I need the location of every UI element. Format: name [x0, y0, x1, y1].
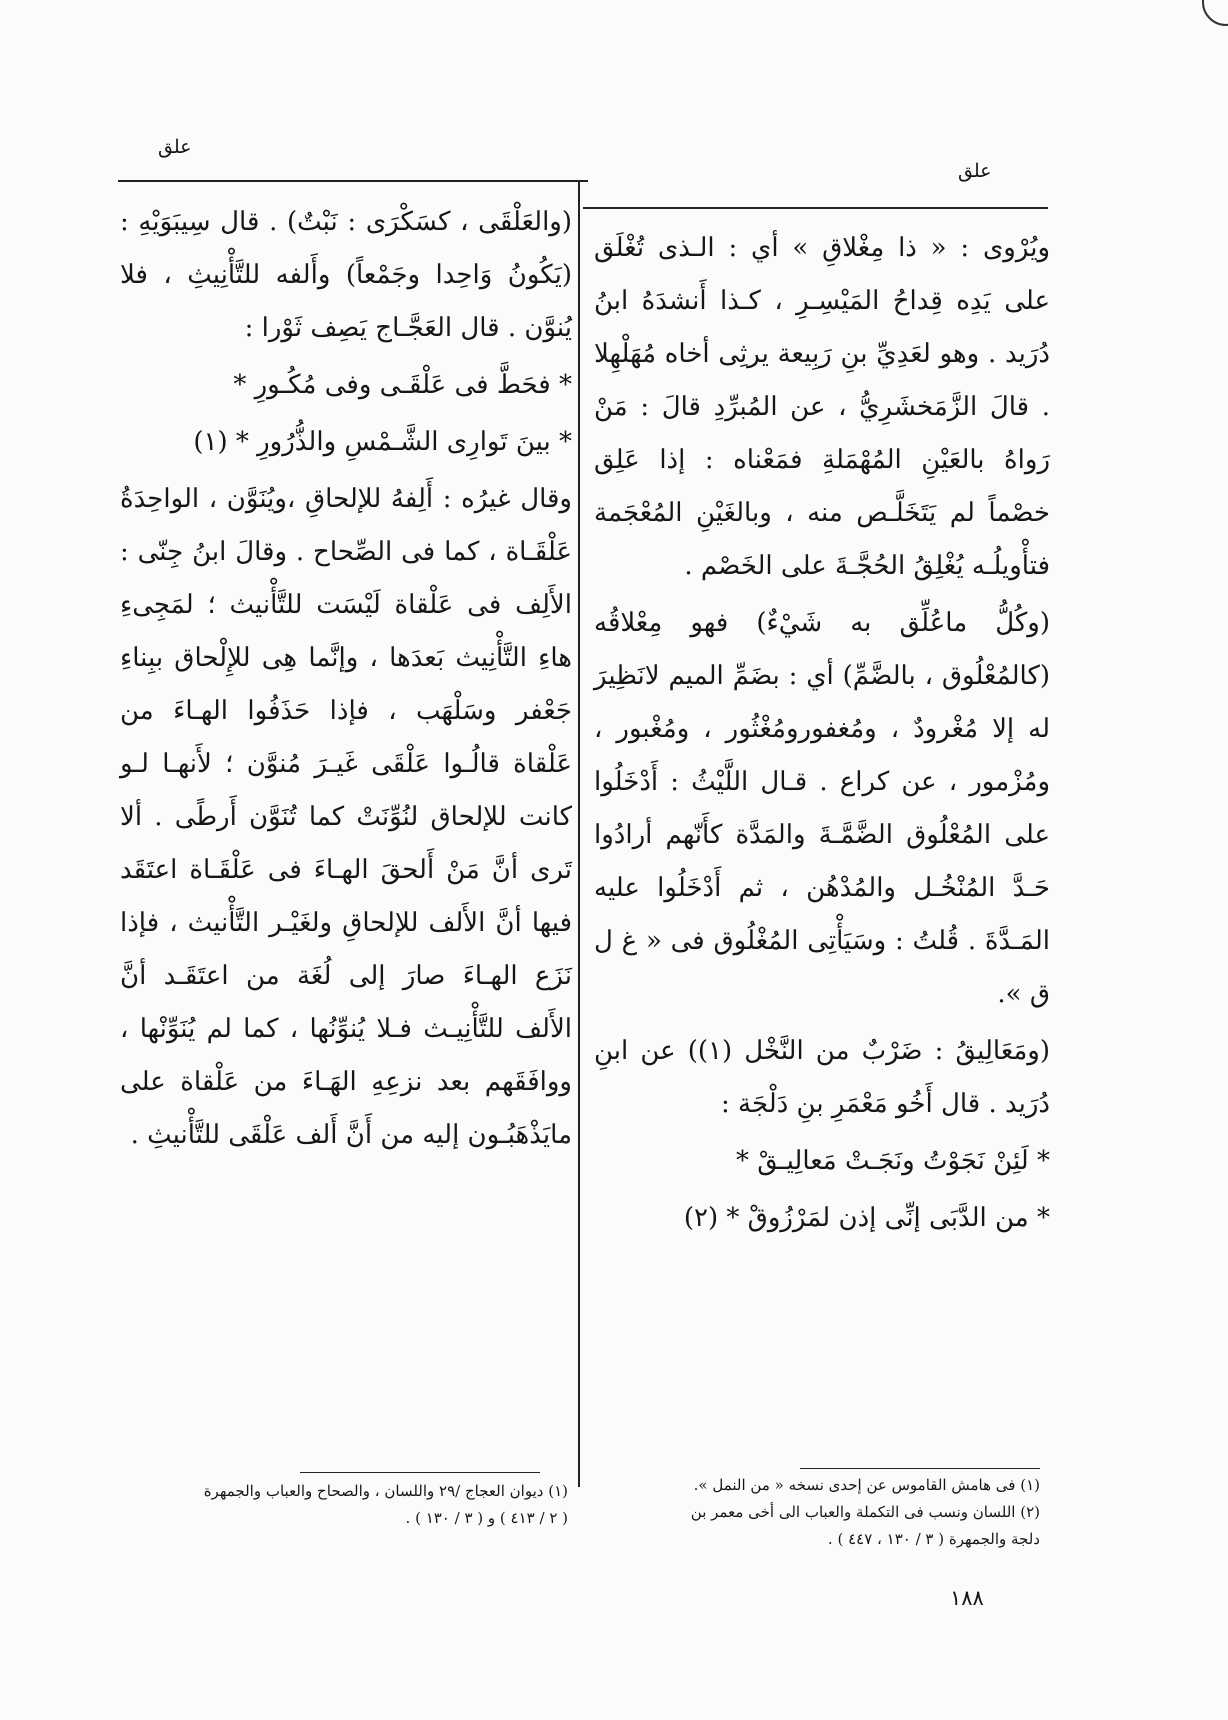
- right-verse-1: * لَئِنْ نَجَوْتُ ونَجَـتْ مَعالِيـقْ *: [736, 1146, 1050, 1176]
- left-verse-1: * فحَطَّ فى عَلْقَـى وفى مُكُـورِ *: [233, 370, 572, 400]
- right-footnote-1: (١) فى هامش القاموس عن إحدى نسخه « من النمل ».: [693, 1476, 1040, 1494]
- right-paragraph-1: ويُرْوى : « ذا مِغْلاقِ » أي : الـذى تُغْلَق على يَدِه قِداحُ المَيْسِـرِ ، كـذا أَنشدَهُ ابنُ دُرَيد . وهو لعَدِيِّ بنِ رَبِيعة يرثِى أخاه مُهَلْهِلا . قالَ الزَّمَخشَرِيُّ ، عن المُبرِّدِ قالَ : مَنْ رَواهُ بالعَيْنِ المُهْمَلةِ فمَعْناه : إذا عَلِق خصْماً لم يَتَخَلَّـص منه ، وبالغَيْنِ المُعْجَمة فتأْويلُـه يُغْلِقُ الحُجَّـةَ على الخَصْم .: [594, 233, 1050, 581]
- left-footnote-rule: [300, 1472, 540, 1473]
- right-header-rule: [583, 207, 1048, 209]
- right-verse-2: * من الدَّبَى إنِّى إذن لمَرْزُوقْ * (٢): [683, 1203, 1050, 1233]
- left-header-rule: [118, 180, 588, 182]
- page-number: ١٨٨: [950, 1586, 984, 1610]
- right-footnotes: [600, 1472, 1040, 1553]
- right-footnote-2-cont: دلجة والجمهرة ( ٣ / ١٣٠ ، ٤٤٧ ) .: [827, 1530, 1040, 1548]
- left-footnote-1: (١) ديوان العجاج /٢٩ واللسان ، والصحاح والعباب والجمهرة: [203, 1482, 568, 1500]
- right-paragraph-3: (ومَعَالِيقُ : ضَرْبٌ من النَّخْل (١)) عن ابنِ دُرَيد . قال أَخُو مَعْمَرِ بنِ دَلْجَة :: [594, 1036, 1050, 1119]
- left-paragraph-1: (والعَلْقَى ، كسَكْرَى : نَبْتٌ) . قال سِيبَوَيْهِ : (يَكُونُ وَاحِدا وجَمْعاً) وأَلفه للتَّأْنِيثِ ، فلا يُنوَّن . قال العَجَّـاج يَصِف ثَوْرا :: [120, 207, 572, 343]
- left-footnotes: [118, 1478, 568, 1532]
- right-paragraph-2: (وكُلُّ ماعُلِّق به شَيْءٌ) فهو مِعْلاقُه (كالمُعْلُوق ، بالضَّمِّ) أي : بضَمِّ الميم لانَظِيرَ له إلا مُغْرودٌ ، ومُغفورومُغْثُور ، ومُغْبور ، ومُزْمور ، عن كراع . قـال اللَّيْثُ : أَدْخَلُوا على المُعْلُوق الضَّمَّـةَ والمَدَّة كأَنّهم أرادُوا حَـدَّ المُنْخُـل والمُدْهُن ، ثم أَدْخَلُوا عليه المَـدَّةَ . قُلتُ : وسَيَأْتِى المُغْلُوق فى « غ ل ق ».: [594, 608, 1050, 1009]
- left-column: [120, 196, 572, 1162]
- right-footnote-2: (٢) اللسان ونسب فى التكملة والعباب الى أخى معمر بن: [690, 1503, 1040, 1521]
- right-header-word: علق: [958, 160, 992, 182]
- right-column: [594, 222, 1050, 1245]
- left-paragraph-2: وقال غيرُه : أَلِفهُ للإلحاقِ ،ويُنَوَّن ، الواحِدَةُ عَلْقَـاة ، كما فى الصِّحاح . وقالَ ابنُ جِنّى : الأَلِف فى عَلْقاة لَيْسَت للتَّأْنيث ؛ لمَجِىءِ هاءِ التَّأْنِيث بَعدَها ، وإنَّما هِى للإِلْحاق ببِناءِ جَعْفر وسَلْهَب ، فإذا حَذَفُوا الهـاءَ من عَلْقاة قالُـوا عَلْقَى غَيـرَ مُنوَّن ؛ لأَنهـا لـو كانت للإلحاق لنُوِّنَتْ كما تُنَوَّن أَرطًى . ألا تَرى أنَّ مَنْ أَلحقَ الهـاءَ فى عَلْقَـاة اعتَقَد فيها أنَّ الأَلف للإلحاقِ ولغَيْـر التَّأْنيث ، فإذا نَزَع الهـاءَ صارَ إلى لُغَة من اعتَقَـد أنَّ الأَلف للتَّأْنِيـث فـلا يُنوِّنُها ، كما لم يُنَوِّنْها ، ووافَقَهم بعد نزعِهِ الهَـاءَ من عَلْقاة على مايَذْهَبُـون إليه من أَنَّ أَلف عَلْقَى للتَّأْنيثِ .: [120, 484, 572, 1150]
- page-corner-mark: [1202, 0, 1228, 26]
- left-verse-2: * بينَ تَوارِى الشَّـمْسِ والذُّرُورِ * (١): [193, 427, 572, 457]
- left-footnote-1-cont: ( ٢ / ٤١٣ ) و ( ٣ / ١٣٠ ) .: [405, 1509, 568, 1527]
- column-divider: [578, 182, 580, 1487]
- left-header-word: علق: [158, 136, 192, 158]
- right-footnote-rule: [800, 1468, 1040, 1469]
